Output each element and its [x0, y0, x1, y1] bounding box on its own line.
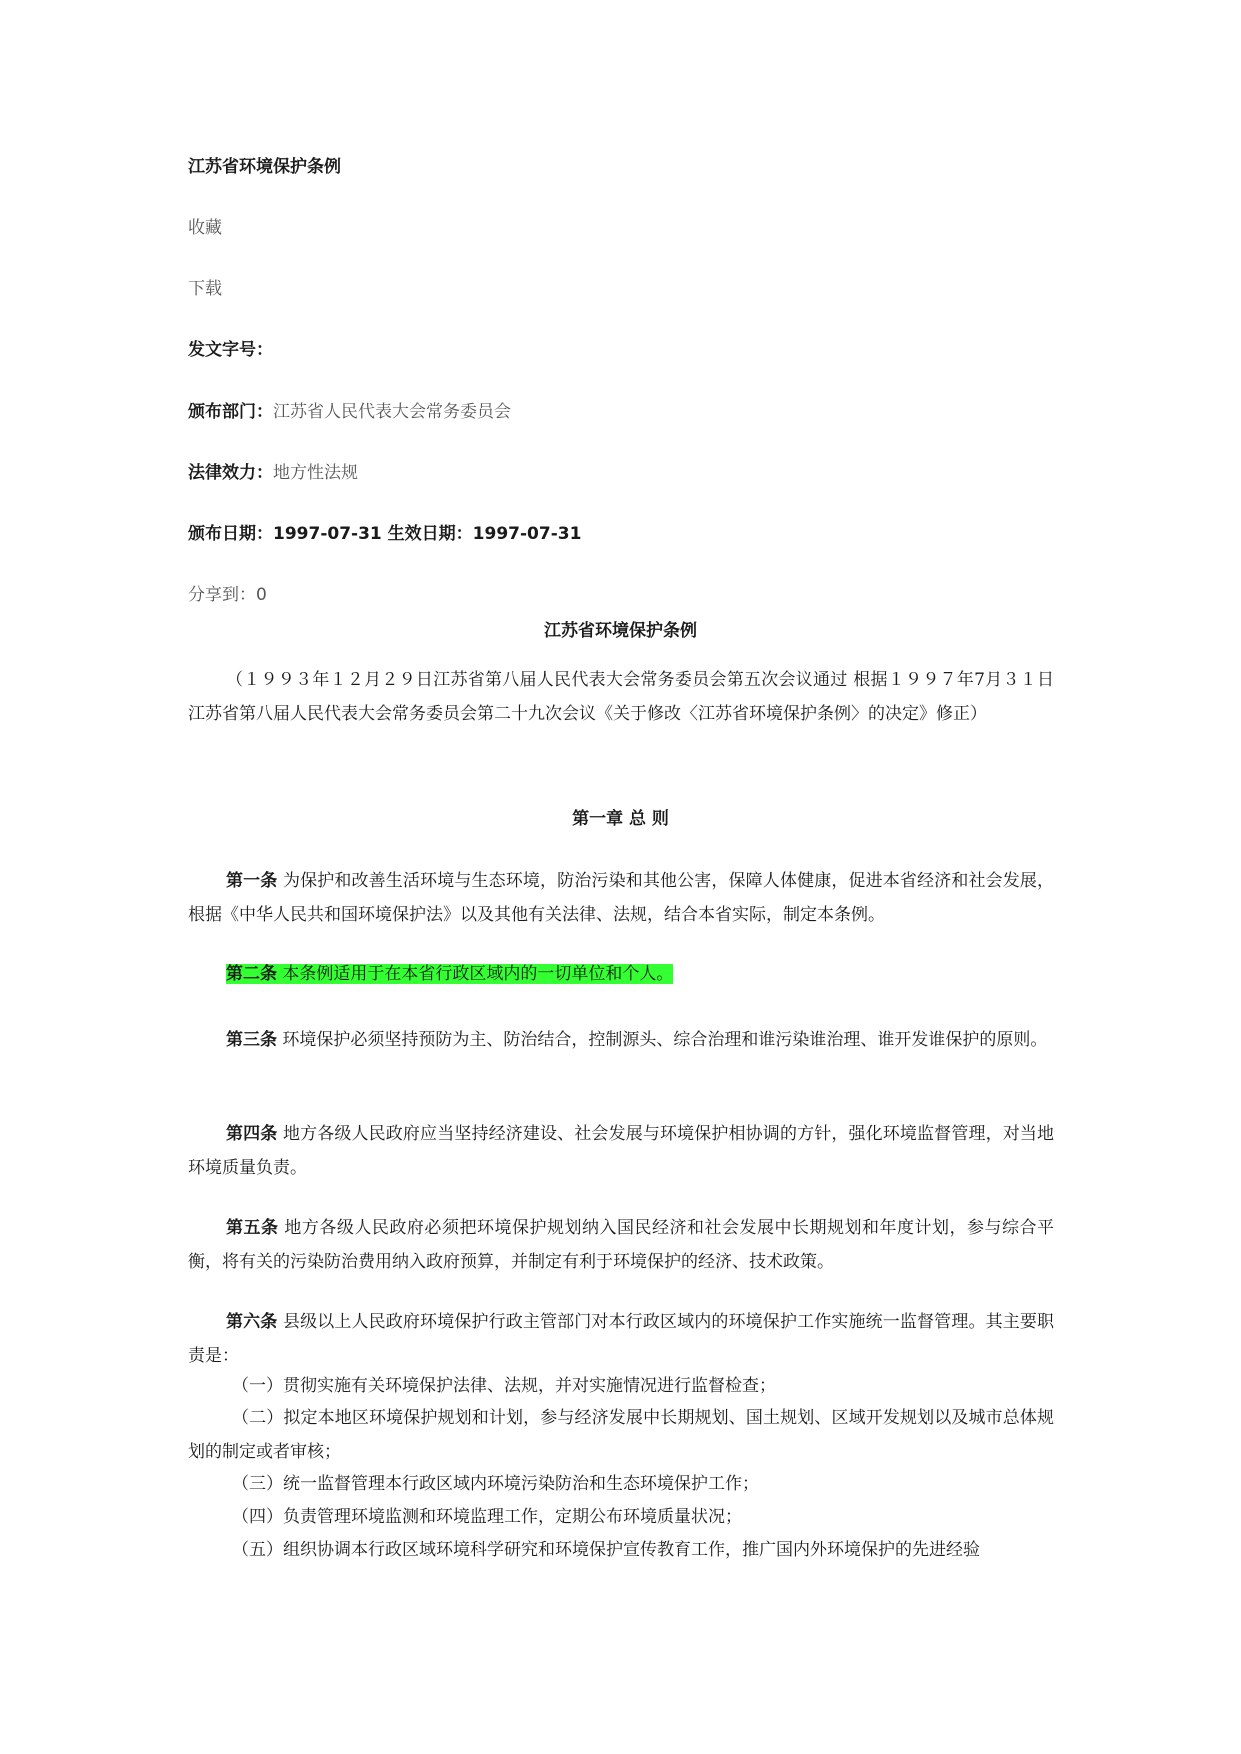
article-5 — [188, 1211, 1054, 1279]
article-text: 县级以上人民政府环境保护行政主管部门对本行政区域内的环境保护工作实施统一监督管理。其主要职责是： — [188, 1312, 1055, 1366]
article-text: 地方各级人民政府必须把环境保护规划纳入国民经济和社会发展中长期规划和年度计划，参与综合平衡，将有关的污染防治费用纳入政府预算，并制定有利于环境保护的经济、技术政策。 — [188, 1218, 1055, 1272]
article-4 — [188, 1117, 1054, 1185]
article-text: 环境保护必须坚持预防为主、防治结合，控制源头、综合治理和谁污染谁治理、谁开发谁保护的原则。 — [277, 1030, 1048, 1050]
article-1 — [188, 864, 1054, 932]
issuer-row — [188, 401, 511, 423]
article-label: 第四条 — [226, 1124, 278, 1144]
issuer-label: 颁布部门： — [188, 402, 273, 422]
download-link[interactable]: 下载 — [188, 279, 222, 299]
share-label: 分享到： — [188, 585, 256, 605]
document-title: 江苏省环境保护条例 — [544, 621, 697, 641]
list-item: （一）贯彻实施有关环境保护法律、法规，并对实施情况进行监督检查； — [232, 1376, 776, 1396]
article-6 — [188, 1305, 1054, 1373]
article-text: 本条例适用于在本省行政区域内的一切单位和个人。 — [277, 964, 674, 984]
article-text: 地方各级人民政府应当坚持经济建设、社会发展与环境保护相协调的方针，强化环境监督管理，对当地环境质量负责。 — [188, 1124, 1055, 1178]
share-count[interactable]: 0 — [256, 585, 267, 605]
chapter-heading: 第一章 总 则 — [572, 809, 669, 829]
effect-row — [188, 462, 358, 484]
list-item: （五）组织协调本行政区域环境科学研究和环境保护宣传教育工作，推广国内外环境保护的先进经验 — [232, 1540, 980, 1560]
effective-date-value: 1997-07-31 — [472, 524, 582, 544]
article-2 — [188, 957, 1054, 991]
preamble: （１９９３年１２月２９日江苏省第八届人民代表大会常务委员会第五次会议通过 根据１９９７年7月３１日江苏省第八届人民代表大会常务委员会第二十九次会议《关于修改〈江苏省环境保护条例〉的决定》修正） — [188, 670, 1054, 724]
effective-date-label: 生效日期： — [387, 524, 473, 544]
article-3 — [188, 1023, 1054, 1057]
effect-label: 法律效力： — [188, 463, 273, 483]
article-label: 第六条 — [226, 1312, 278, 1332]
share-row — [188, 584, 267, 606]
doc-number-label: 发文字号： — [188, 340, 273, 360]
article-label: 第五条 — [226, 1218, 279, 1238]
article-label: 第一条 — [226, 871, 278, 891]
article-label: 第三条 — [226, 1030, 277, 1050]
issue-date-value: 1997-07-31 — [273, 524, 382, 544]
issue-date-label: 颁布日期： — [188, 524, 273, 544]
page-title: 江苏省环境保护条例 — [188, 157, 341, 177]
list-item: （四）负责管理环境监测和环境监理工作，定期公布环境质量状况； — [232, 1507, 742, 1527]
effect-value: 地方性法规 — [273, 463, 358, 483]
favorite-link[interactable]: 收藏 — [188, 218, 222, 238]
issuer-value: 江苏省人民代表大会常务委员会 — [273, 402, 511, 422]
list-item: （三）统一监督管理本行政区域内环境污染防治和生态环境保护工作； — [232, 1474, 759, 1494]
list-item: （二）拟定本地区环境保护规划和计划，参与经济发展中长期规划、国土规划、区域开发规划以及城市总体规划的制定或者审核； — [188, 1408, 1054, 1462]
date-row — [188, 523, 581, 545]
article-text: 为保护和改善生活环境与生态环境，防治污染和其他公害，保障人体健康，促进本省经济和社会发展，根据《中华人民共和国环境保护法》以及其他有关法律、法规，结合本省实际，制定本条例。 — [188, 871, 1055, 925]
article-label: 第二条 — [226, 964, 277, 984]
